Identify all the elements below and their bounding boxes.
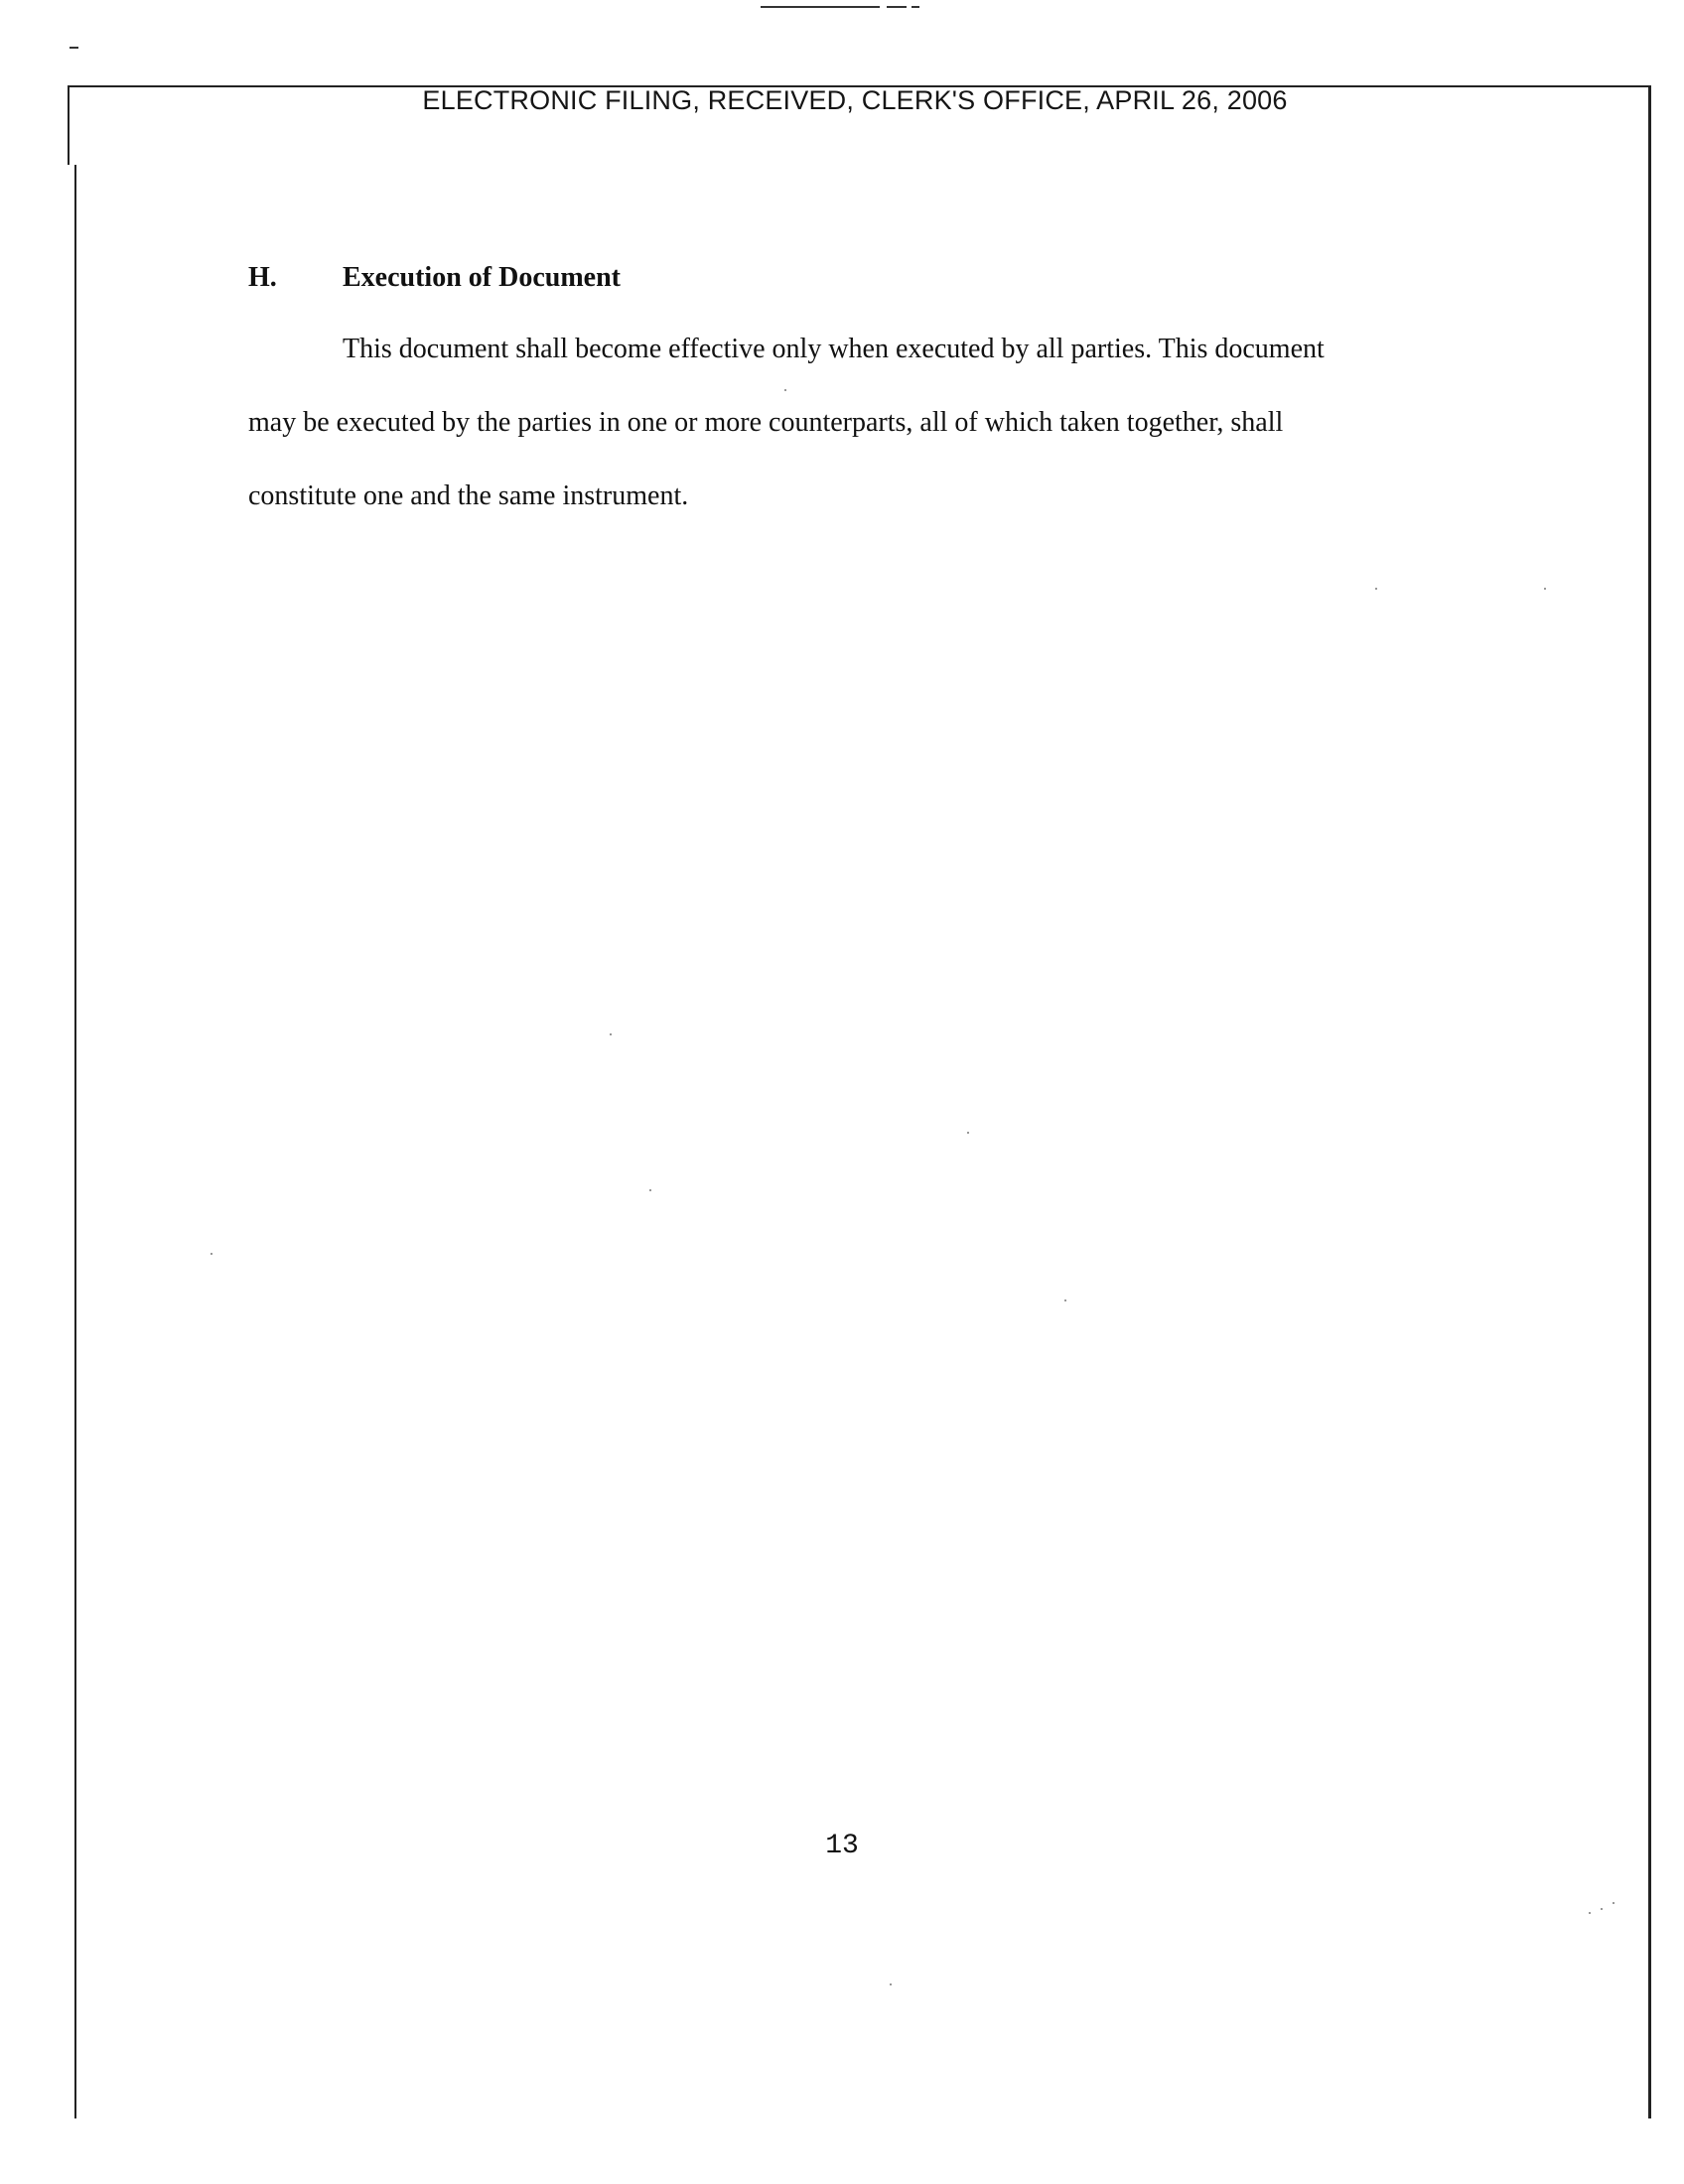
scan-artifact-top-dash-tail [912, 6, 919, 8]
scan-speck [1375, 588, 1377, 590]
scan-artifact-left-tick [70, 47, 78, 49]
scan-speck [890, 1983, 892, 1985]
scan-speck [1601, 1908, 1603, 1910]
page-number: 13 [825, 1831, 859, 1861]
paragraph-line: constitute one and the same instrument. [248, 480, 689, 511]
scan-speck [967, 1132, 969, 1134]
paragraph-line: may be executed by the parties in one or more counterparts, all of which taken together, shall [248, 407, 1284, 438]
section-heading [248, 262, 621, 294]
scan-speck [1589, 1912, 1591, 1914]
scan-speck [649, 1189, 651, 1191]
section-title: Execution of Document [343, 262, 621, 293]
filing-stamp-header: ELECTRONIC FILING, RECEIVED, CLERK'S OFFICE, APRIL 26, 2006 [422, 85, 1288, 115]
section-letter: H. [248, 262, 277, 293]
scan-speck [1544, 588, 1546, 590]
scan-speck [610, 1033, 612, 1035]
page-frame-left-lower [74, 165, 76, 2118]
scan-speck [784, 389, 786, 391]
page-frame-right [1648, 85, 1651, 2118]
scan-speck [210, 1253, 212, 1255]
scan-speck [1613, 1902, 1614, 1904]
paragraph-line: This document shall become effective only when executed by all parties. This document [343, 334, 1325, 364]
scan-artifact-top-dash [761, 6, 880, 8]
scan-speck [1064, 1299, 1066, 1301]
scan-artifact-top-dash-short [887, 6, 907, 8]
